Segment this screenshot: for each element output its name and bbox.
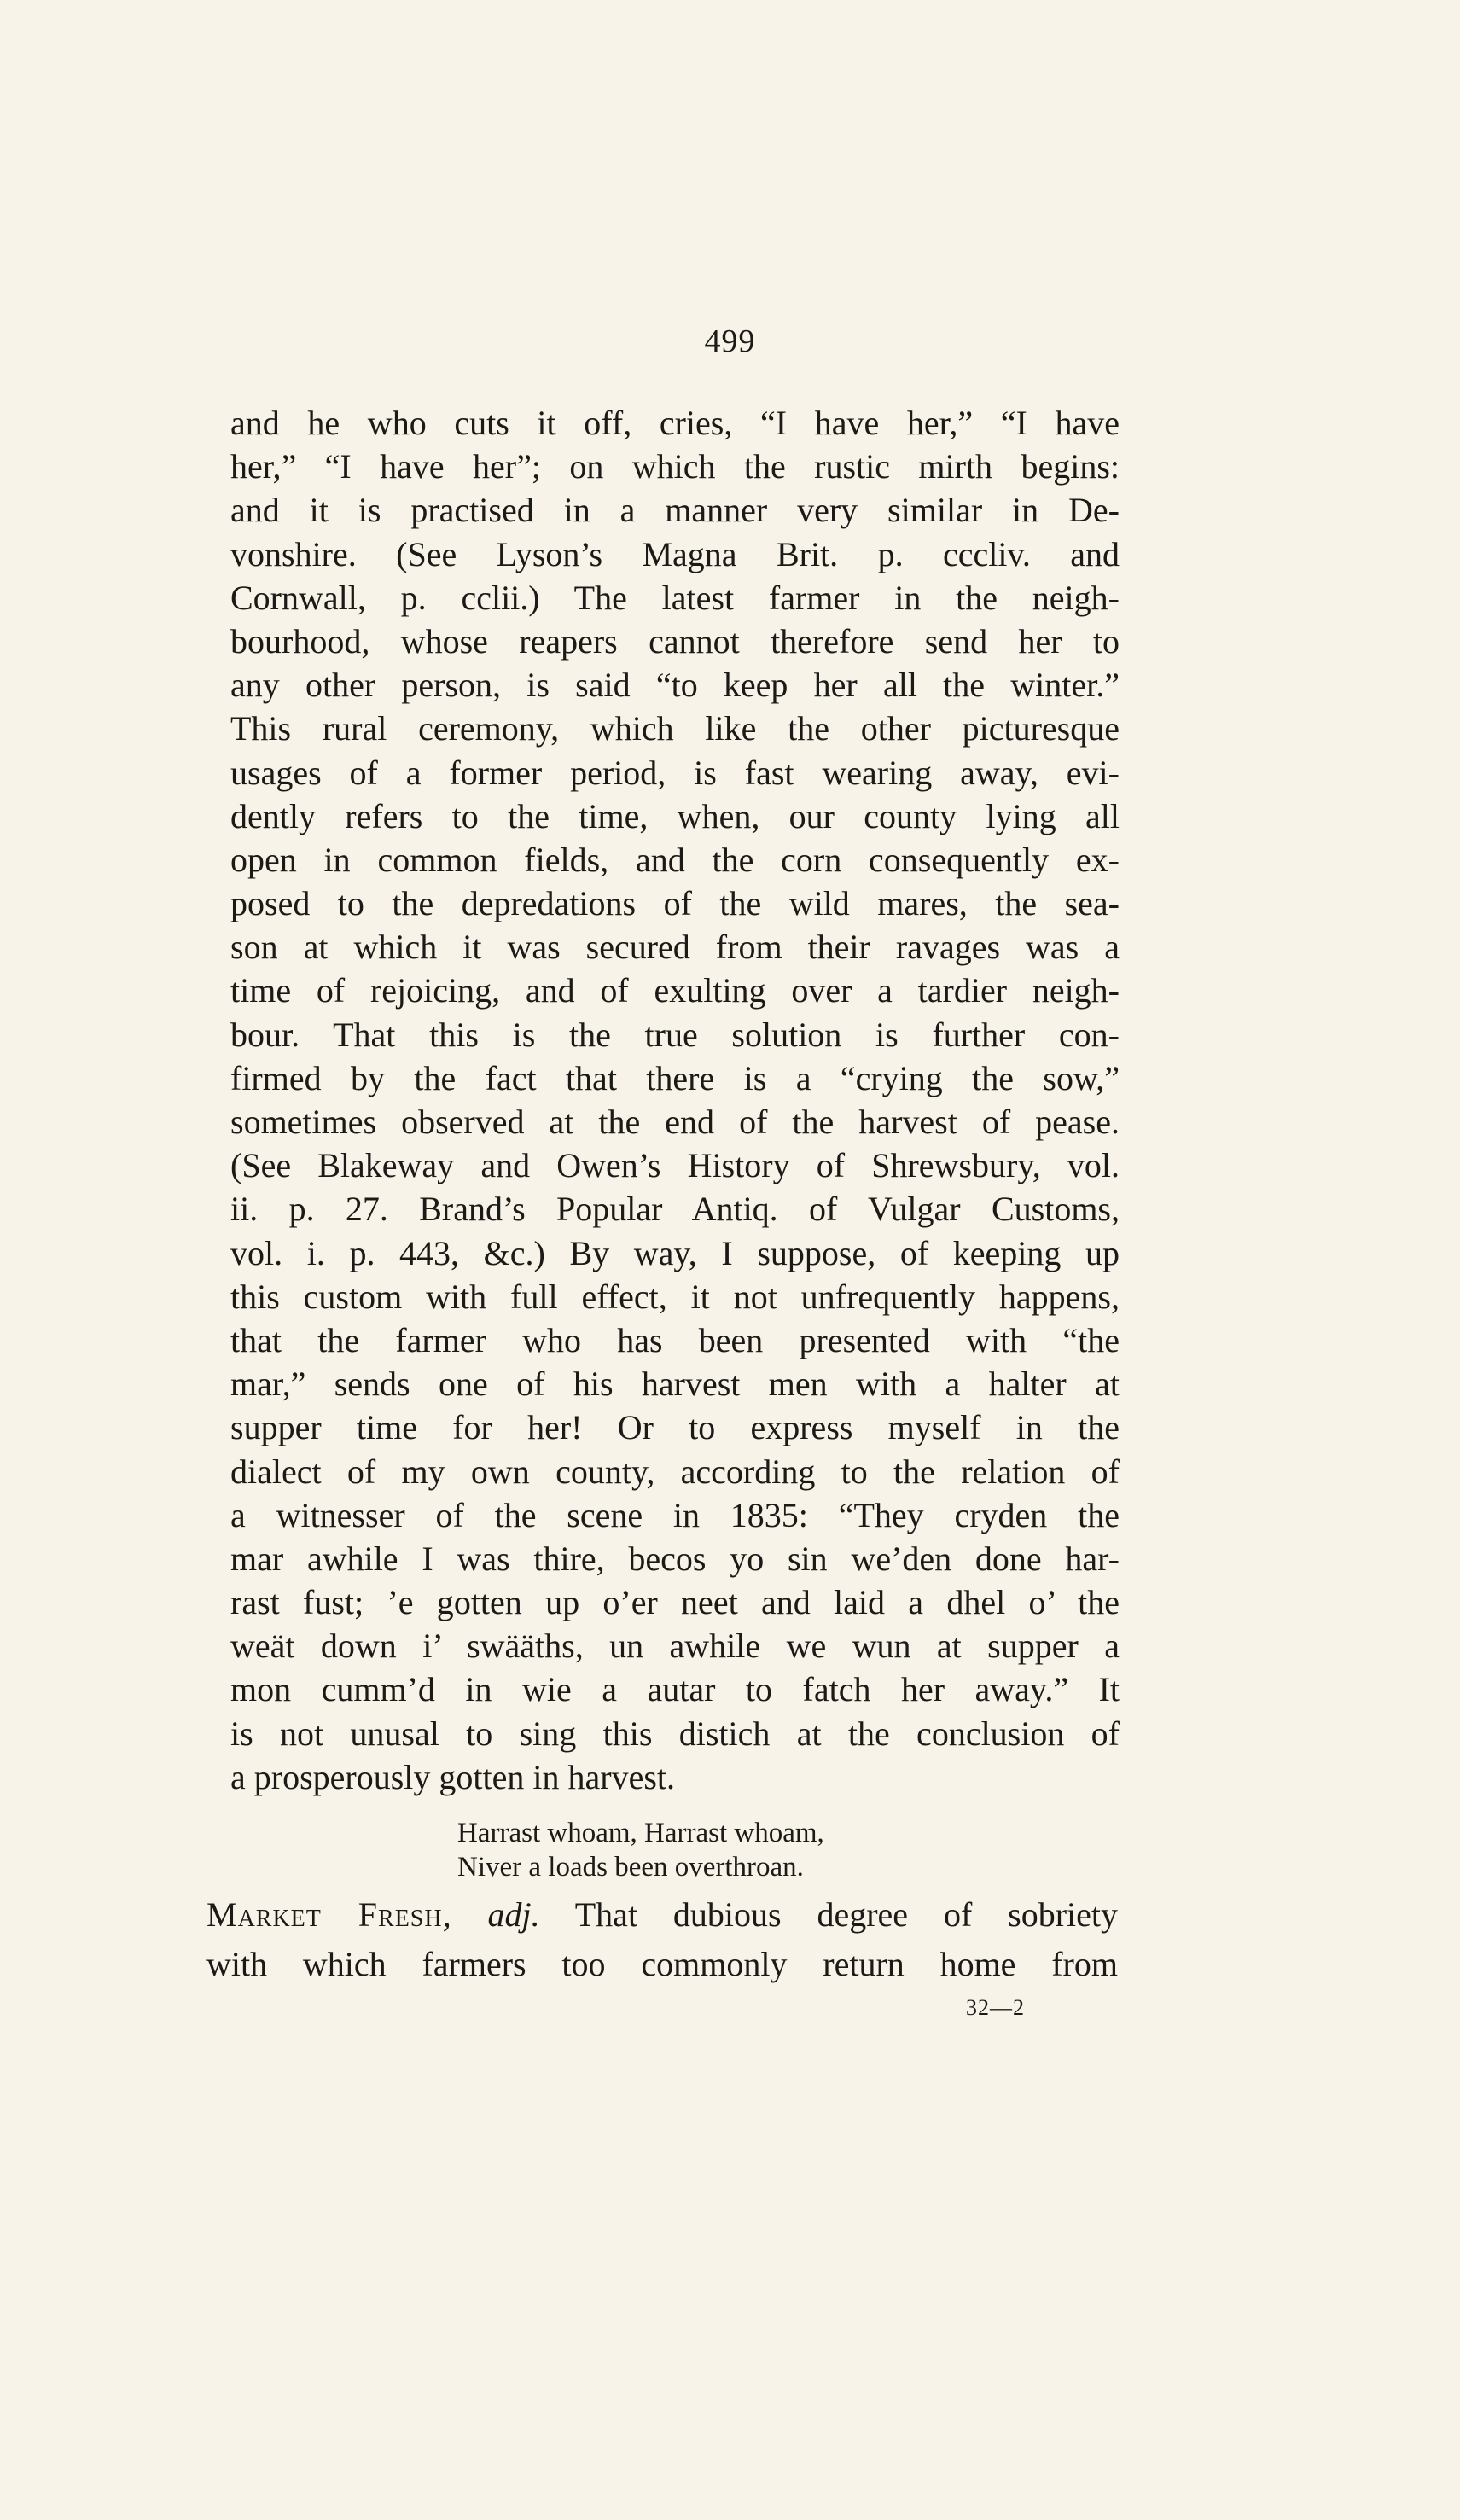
text-line: This rural ceremony, which like the other picturesque bbox=[230, 709, 1120, 748]
verse-line: Niver a loads been overthroan. bbox=[457, 1852, 804, 1883]
text-line: any other person, is said “to keep her all the winter.” bbox=[230, 666, 1120, 705]
text-line: son at which it was secured from their ravages was a bbox=[230, 928, 1120, 967]
verse-distich bbox=[457, 1816, 824, 1884]
text-line: Cornwall, p. cclii.) The latest farmer in the neigh- bbox=[230, 578, 1120, 617]
text-line: time of rejoicing, and of exulting over a tardier neigh- bbox=[230, 971, 1120, 1010]
text-line: her,” “I have her”; on which the rustic mirth begins: bbox=[230, 447, 1120, 486]
entry-part-of-speech: adj. bbox=[487, 1895, 540, 1934]
text-line: is not unusal to sing this distich at the conclusion of bbox=[230, 1714, 1120, 1753]
entry-headword: Market Fresh, bbox=[206, 1895, 452, 1934]
text-line: this custom with full effect, it not unfrequently happens, bbox=[230, 1277, 1120, 1316]
text-line: usages of a former period, is fast wearing away, evi- bbox=[230, 753, 1120, 792]
text-line: and he who cuts it off, cries, “I have her,” “I have bbox=[230, 404, 1120, 442]
text-line: (See Blakeway and Owen’s History of Shrewsbury, vol. bbox=[230, 1146, 1120, 1185]
text-line: sometimes observed at the end of the harvest of pease. bbox=[230, 1103, 1120, 1141]
text-line: open in common fields, and the corn consequently ex- bbox=[230, 840, 1120, 879]
text-line: posed to the depredations of the wild mares, the sea- bbox=[230, 884, 1120, 923]
text-line: weät down i’ swääths, un awhile we wun at supper a bbox=[230, 1627, 1120, 1666]
text-line: and it is practised in a manner very similar in De- bbox=[230, 491, 1120, 530]
page-number: 499 bbox=[704, 323, 756, 359]
entry-line bbox=[206, 1890, 1118, 1940]
dictionary-entry bbox=[206, 1890, 1118, 1989]
text-line: dently refers to the time, when, our county lying all bbox=[230, 796, 1120, 835]
entry-definition: That dubious degree of sobriety bbox=[574, 1895, 1118, 1934]
printer-signature: 32—2 bbox=[966, 1995, 1025, 2020]
entry-line: with which farmers too commonly return home from bbox=[206, 1945, 1118, 1983]
text-line: mar awhile I was thire, becos yo sin we’den done har- bbox=[230, 1539, 1120, 1578]
text-line: firmed by the fact that there is a “crying the sow,” bbox=[230, 1058, 1120, 1097]
text-line: bour. That this is the true solution is further con- bbox=[230, 1015, 1120, 1054]
text-line: a witnesser of the scene in 1835: “They cryden the bbox=[230, 1495, 1120, 1534]
text-line: a prosperously gotten in harvest. bbox=[230, 1757, 675, 1796]
text-line: mon cumm’d in wie a autar to fatch her away.” It bbox=[230, 1670, 1120, 1709]
text-line: dialect of my own county, according to the relation of bbox=[230, 1452, 1120, 1491]
text-line: mar,” sends one of his harvest men with a halter at bbox=[230, 1365, 1120, 1404]
body-text bbox=[230, 401, 1120, 1799]
text-line: ii. p. 27. Brand’s Popular Antiq. of Vulgar Customs, bbox=[230, 1190, 1120, 1229]
text-line: rast fust; ’e gotten up o’er neet and laid a dhel o’ the bbox=[230, 1583, 1120, 1622]
text-line: supper time for her! Or to express myself in the bbox=[230, 1408, 1120, 1447]
text-line: vonshire. (See Lyson’s Magna Brit. p. cccliv. and bbox=[230, 534, 1120, 573]
text-line: that the farmer who has been presented with “the bbox=[230, 1320, 1120, 1359]
text-line: bourhood, whose reapers cannot therefore send her to bbox=[230, 621, 1120, 661]
verse-line: Harrast whoam, Harrast whoam, bbox=[457, 1818, 824, 1848]
text-line: vol. i. p. 443, &c.) By way, I suppose, of keeping up bbox=[230, 1233, 1120, 1272]
